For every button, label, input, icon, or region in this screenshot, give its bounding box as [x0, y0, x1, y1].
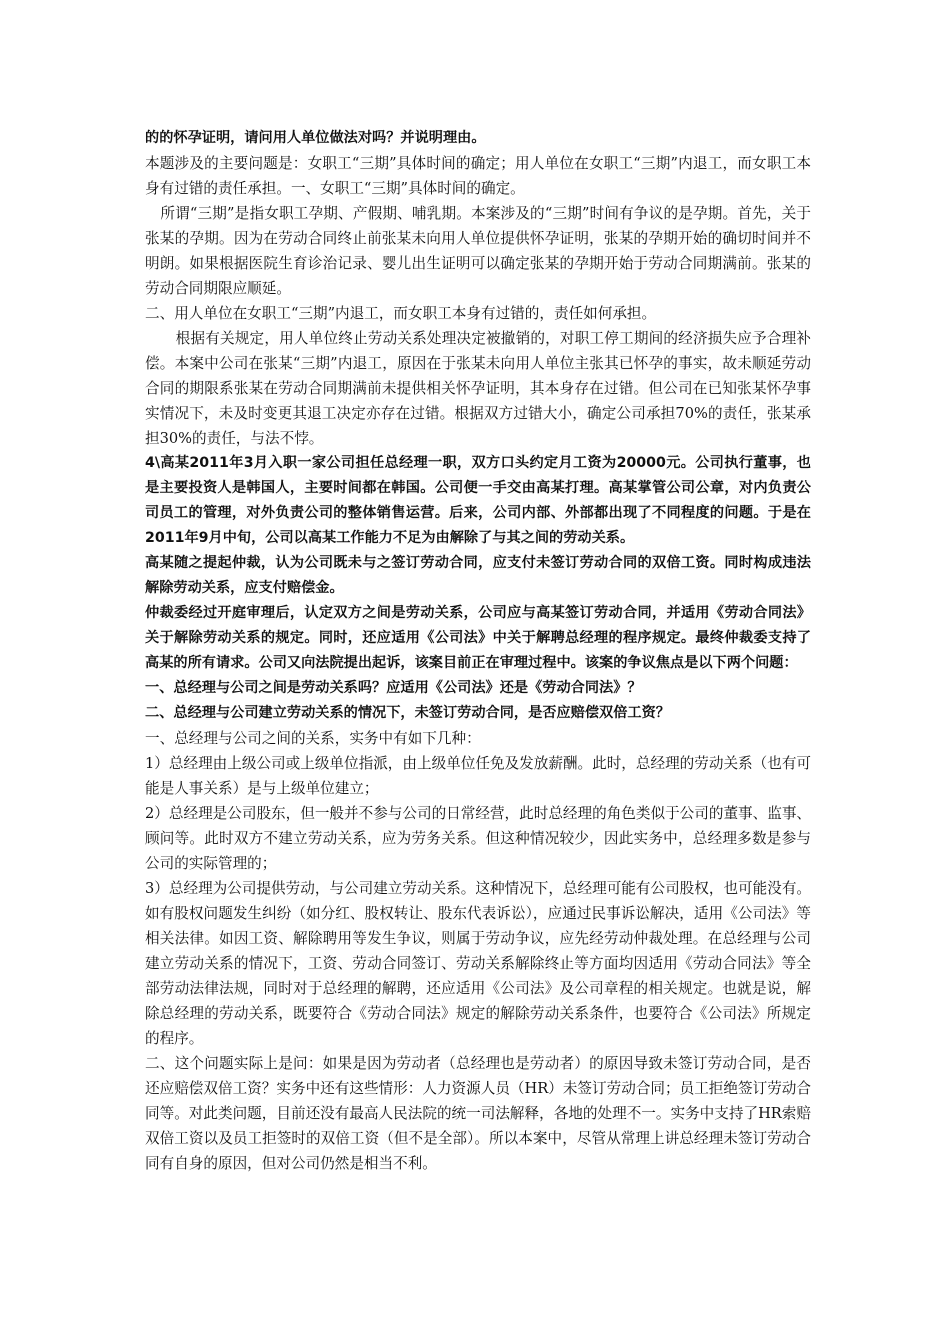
liability-paragraph: 根据有关规定，用人单位终止劳动关系处理决定被撤销的，对职工停工期间的经济损失应予合理补偿。本案中公司在张某“三期”内退工，原因在于张某未向用人单位主张其已怀孕的事实，故未顺延劳动合同的期限系张某在劳动合同期满前未提供相关怀孕证明，其本身存在过错。但公司在已知张某怀孕事实情况下，未及时变更其退工决定亦存在过错。根据双方过错大小，确定公司承担70%的责任，张某承担30%的责任，与法不悖。	[145, 330, 811, 447]
section-two-heading: 二、用人单位在女职工“三期”内退工，而女职工本身有过错的，责任如何承担。	[145, 305, 657, 322]
answer-one-heading: 一、总经理与公司之间的关系，实务中有如下几种：	[145, 730, 481, 747]
answer-one-item-2: 2）总经理是公司股东，但一般并不参与公司的日常经营，此时总经理的角色类似于公司的董事、监事、顾问等。此时双方不建立劳动关系，应为劳务关系。但这种情况较少，因此实务中，总经理多数是参与公司的实际管理的；	[145, 805, 812, 872]
case-four-paragraph: 4\高某2011年3月入职一家公司担任总经理一职，双方口头约定月工资为20000元。公司执行董事，也是主要投资人是韩国人，主要时间都在韩国。公司便一手交由高某打理。高某掌管公司公章，对内负责公司员工的管理，对外负责公司的整体销售运营。后来，公司内部、外部都出现了不同程度的问题。于是在2011年9月中旬，公司以高某工作能力不足为由解除了与其之间的劳动关系。	[145, 455, 811, 546]
dispute-question-two: 二、总经理与公司建立劳动关系的情况下，未签订劳动合同，是否应赔偿双倍工资？	[145, 705, 670, 721]
question-end-line: 的的怀孕证明，请问用人单位做法对吗？并说明理由。	[145, 130, 486, 146]
analysis-intro-paragraph: 本题涉及的主要问题是：女职工“三期”具体时间的确定；用人单位在女职工“三期”内退工，而女职工本身有过错的责任承担。一、女职工“三期”具体时间的确定。	[145, 155, 811, 197]
answer-one-item-1: 1）总经理由上级公司或上级单位指派，由上级单位任免及发放薪酬。此时，总经理的劳动关系（也有可能是人事关系）是与上级单位建立；	[145, 755, 812, 797]
three-periods-paragraph: 所谓“三期”是指女职工孕期、产假期、哺乳期。本案涉及的“三期”时间有争议的是孕期。首先，关于张某的孕期。因为在劳动合同终止前张某未向用人单位提供怀孕证明，张某的孕期开始的确切时间并不明朗。如果根据医院生育诊治记录、婴儿出生证明可以确定张某的孕期开始于劳动合同期满前。张某的劳动合同期限应顺延。	[145, 205, 811, 297]
arbitration-ruling-paragraph: 仲裁委经过开庭审理后，认定双方之间是劳动关系，公司应与高某签订劳动合同，并适用《劳动合同法》关于解除劳动关系的规定。同时，还应适用《公司法》中关于解聘总经理的程序规定。最终仲裁委支持了高某的所有请求。公司又向法院提出起诉，该案目前正在审理过程中。该案的争议焦点是以下两个问题：	[145, 605, 811, 671]
arbitration-claim-paragraph: 高某随之提起仲裁，认为公司既未与之签订劳动合同，应支付未签订劳动合同的双倍工资。同时构成违法解除劳动关系，应支付赔偿金。	[145, 555, 811, 596]
dispute-question-one: 一、总经理与公司之间是劳动关系吗？应适用《公司法》还是《劳动合同法》？	[145, 680, 642, 696]
answer-two-paragraph: 二、这个问题实际上是问：如果是因为劳动者（总经理也是劳动者）的原因导致未签订劳动合同，是否还应赔偿双倍工资？实务中还有这些情形：人力资源人员（HR）未签订劳动合同；员工拒绝签订劳动合同等。对此类问题，目前还没有最高人民法院的统一司法解释，各地的处理不一。实务中支持了HR索赔双倍工资以及员工拒签时的双倍工资（但不是全部）。所以本案中，尽管从常理上讲总经理未签订劳动合同有自身的原因，但对公司仍然是相当不利。	[145, 1055, 811, 1172]
answer-one-item-3: 3）总经理为公司提供劳动，与公司建立劳动关系。这种情况下，总经理可能有公司股权，也可能没有。如有股权问题发生纠纷（如分红、股权转让、股东代表诉讼），应通过民事诉讼解决，适用《公司法》等相关法律。如因工资、解除聘用等发生争议，则属于劳动争议，应先经劳动仲裁处理。在总经理与公司建立劳动关系的情况下，工资、劳动合同签订、劳动关系解除终止等方面均因适用《劳动合同法》等全部劳动法律法规，同时对于总经理的解聘，还应适用《公司法》及公司章程的相关规定。也就是说，解除总经理的劳动关系，既要符合《劳动合同法》规定的解除劳动关系条件，也要符合《公司法》所规定的程序。	[145, 880, 812, 1047]
document-page	[145, 126, 811, 1176]
